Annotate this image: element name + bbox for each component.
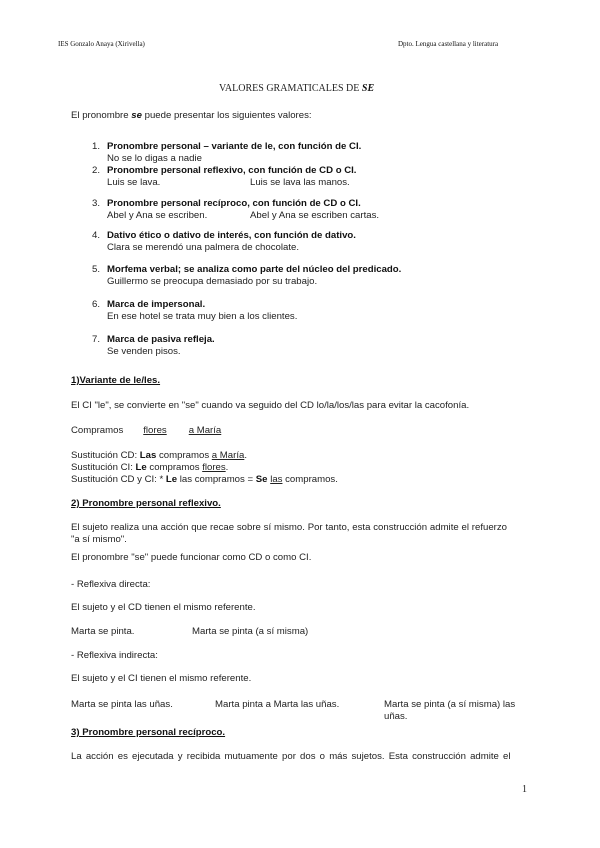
- list-item-example-2: Luis se lava las manos.: [250, 177, 350, 188]
- list-item-title: Pronombre personal recíproco, con función de CD o CI.: [107, 198, 361, 209]
- section-3-paragraph: La acción es ejecutada y recibida mutuamente por dos o más sujetos. Esta construcción admite el: [71, 751, 511, 762]
- list-item-title: Marca de impersonal.: [107, 299, 206, 310]
- section-2-note: El pronombre "se" puede funcionar como CD o como CI.: [71, 552, 312, 563]
- header-left: IES Gonzalo Anaya (Xirivella): [58, 40, 145, 48]
- section-1-paragraph: El CI "le", se convierte en "se" cuando va seguido del CD lo/la/los/las para evitar la cacofonía.: [71, 400, 470, 411]
- section-2-paragraph: El sujeto realiza una acción que recae sobre sí mismo. Por tanto, esta construcción admite el refuerzo "a sí mismo".: [71, 522, 507, 545]
- list-item-title: Morfema verbal; se analiza como parte del núcleo del predicado.: [107, 264, 402, 275]
- indirect-label: - Reflexiva indirecta:: [71, 650, 158, 661]
- list-item-number: 3.: [92, 198, 101, 209]
- list-item-number: 7.: [92, 334, 101, 345]
- indirect-example-3: Marta se pinta (a sí misma) las uñas.: [384, 699, 516, 722]
- list-item-example-2: Abel y Ana se escriben cartas.: [250, 210, 380, 221]
- direct-label: - Reflexiva directa:: [71, 579, 151, 590]
- example: Compramos flores a María: [71, 425, 222, 436]
- list-item-number: 5.: [92, 264, 101, 275]
- list-item-title: Marca de pasiva refleja.: [107, 334, 215, 345]
- list-item-example: Abel y Ana se escriben.: [107, 210, 208, 221]
- list-item-number: 1.: [92, 141, 101, 152]
- list-item-title: Dativo ético o dativo de interés, con función de dativo.: [107, 230, 356, 241]
- intro: El pronombre se puede presentar los siguientes valores:: [71, 110, 312, 121]
- list-item-number: 6.: [92, 299, 101, 310]
- direct-example-1: Marta se pinta.: [71, 626, 135, 637]
- direct-example-2: Marta se pinta (a sí misma): [192, 626, 309, 637]
- direct-text: El sujeto y el CD tienen el mismo referente.: [71, 602, 256, 613]
- indirect-text: El sujeto y el CI tienen el mismo referente.: [71, 673, 252, 684]
- list-item-example: No se lo digas a nadie: [107, 153, 202, 164]
- list-item-example: En ese hotel se trata muy bien a los clientes.: [107, 311, 298, 322]
- list-item-example: Guillermo se preocupa demasiado por su trabajo.: [107, 276, 318, 287]
- indirect-example-2: Marta pinta a Marta las uñas.: [215, 699, 340, 710]
- indirect-example-1: Marta se pinta las uñas.: [71, 699, 173, 710]
- list-item-example: Luis se lava.: [107, 177, 161, 188]
- section-2-heading: 2) Pronombre personal reflexivo.: [71, 498, 221, 509]
- page-title: VALORES GRAMATICALES DE SE: [219, 83, 375, 94]
- substitution-ci: Sustitución CI: Le compramos flores.: [71, 462, 229, 473]
- list-item-number: 2.: [92, 165, 101, 176]
- list-item-title: Pronombre personal reflexivo, con función de CD o CI.: [107, 165, 357, 176]
- list-item-number: 4.: [92, 230, 101, 241]
- page-number: 1: [522, 784, 527, 795]
- list-item-example: Se venden pisos.: [107, 346, 181, 357]
- substitution-cd-ci: Sustitución CD y CI: * Le las compramos = Se las compramos.: [71, 474, 338, 485]
- list-item-example: Clara se merendó una palmera de chocolate.: [107, 242, 299, 253]
- substitution-cd: Sustitución CD: Las compramos a María.: [71, 450, 247, 461]
- section-3-heading: 3) Pronombre personal recíproco.: [71, 727, 226, 738]
- header-right: Dpto. Lengua castellana y literatura: [398, 40, 499, 48]
- list-item-title: Pronombre personal – variante de le, con función de CI.: [107, 141, 362, 152]
- section-1-heading: 1)Variante de le/les.: [71, 375, 161, 386]
